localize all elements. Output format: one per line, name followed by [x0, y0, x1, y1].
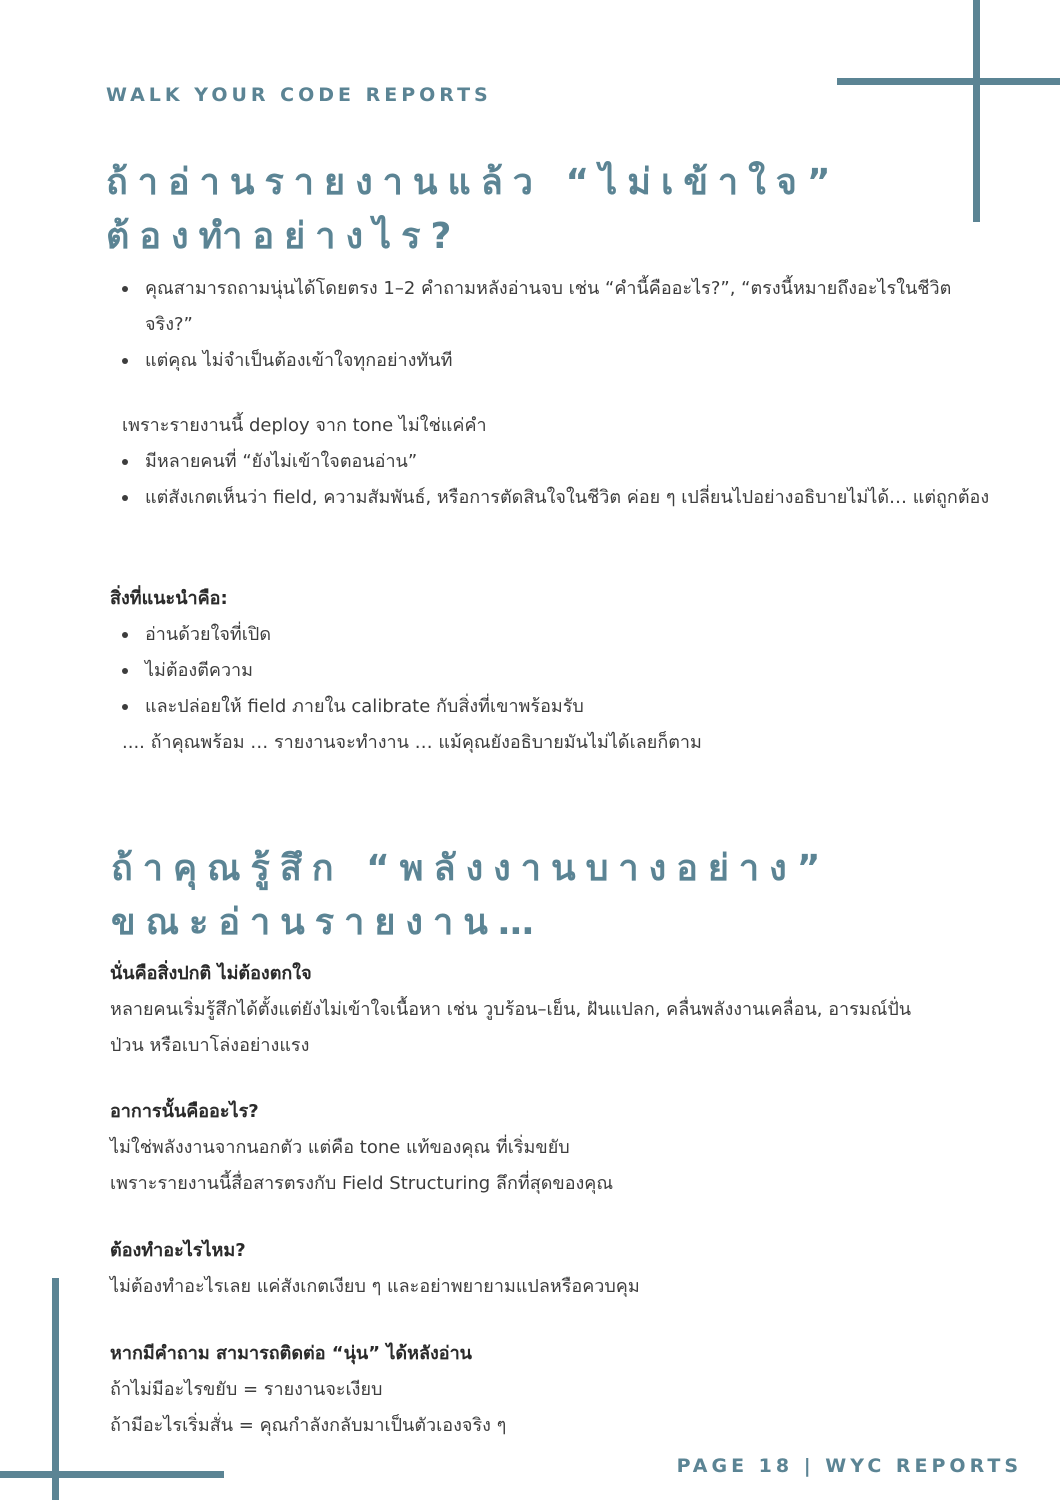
symptom-line: เพราะรายงานนี้สื่อสารตรงกับ Field Structuring ลึกที่สุดของคุณ [110, 1173, 614, 1194]
decorative-line-top-right-horizontal [837, 78, 1060, 85]
normal-text: หลายคนเริ่มรู้สึกได้ตั้งแต่ยังไม่เข้าใจเนื้อหา เช่น วูบร้อน–เย็น, ฝันแปลก, คลื่นพลังงานเคลื่อน, อารมณ์ปั่นป่วน หรือเบาโล่งอย่างแรง [110, 999, 912, 1056]
section-1-title [106, 156, 840, 264]
list-item-text: มีหลายคนที่ “ยังไม่เข้าใจตอนอ่าน” [145, 451, 418, 472]
section-1-recommend-block [110, 581, 1010, 761]
list-item [110, 689, 1010, 725]
list-item-text: และปล่อยให้ field ภายใน calibrate กับสิ่งที่เขาพร้อมรับ [145, 696, 584, 717]
action-heading: ต้องทำอะไรไหม? [110, 1240, 246, 1261]
normal-heading: นั่นคือสิ่งปกติ ไม่ต้องตกใจ [110, 963, 312, 984]
decorative-line-bottom-left-vertical [52, 1278, 59, 1500]
section-2-action-block [110, 1233, 1010, 1305]
page-footer: PAGE 18 | WYC REPORTS [676, 1455, 1022, 1477]
decorative-line-top-right-vertical [973, 0, 980, 222]
section-2-symptom-block [110, 1094, 1010, 1202]
because-line: เพราะรายงานนี้ deploy จาก tone ไม่ใช่แค่คำ [122, 415, 487, 436]
decorative-line-bottom-left-horizontal [0, 1471, 224, 1478]
list-item [110, 480, 1010, 516]
closing-line: .... ถ้าคุณพร้อม … รายงานจะทำงาน … แม้คุณยังอธิบายมันไม่ได้เลยก็ตาม [122, 732, 702, 753]
list-item [110, 617, 1010, 653]
list-item [110, 271, 1010, 343]
section-2-title [111, 842, 830, 950]
recommend-heading: สิ่งที่แนะนำคือ: [110, 588, 228, 609]
section-1-title-line: ถ้าอ่านรายงานแล้ว “ไม่เข้าใจ” [106, 162, 841, 203]
action-text: ไม่ต้องทำอะไรเลย แค่สังเกตเงียบ ๆ และอย่าพยายามแปลหรือควบคุม [110, 1276, 640, 1297]
section-1-intro-bullets [110, 271, 1010, 379]
section-1-title-line: ต้องทำอย่างไร? [106, 216, 462, 257]
section-2-title-line: ขณะอ่านรายงาน… [111, 902, 544, 943]
section-2-contact-block [110, 1336, 1010, 1444]
symptom-heading: อาการนั้นคืออะไร? [110, 1101, 259, 1122]
contact-heading: หากมีคำถาม สามารถติดต่อ “นุ่น” ได้หลังอ่าน [110, 1343, 472, 1364]
header-kicker: WALK YOUR CODE REPORTS [106, 84, 492, 106]
section-2-normal-block [110, 956, 1010, 1064]
contact-line: ถ้าไม่มีอะไรขยับ = รายงานจะเงียบ [110, 1379, 383, 1400]
section-1-because-block [110, 408, 1010, 516]
list-item [110, 653, 1010, 689]
list-item [110, 343, 1010, 379]
symptom-line: ไม่ใช่พลังงานจากนอกตัว แต่คือ tone แท้ของคุณ ที่เริ่มขยับ [110, 1137, 570, 1158]
contact-line: ถ้ามีอะไรเริ่มสั่น = คุณกำลังกลับมาเป็นตัวเองจริง ๆ [110, 1415, 507, 1436]
list-item-text: แต่คุณ ไม่จำเป็นต้องเข้าใจทุกอย่างทันที [145, 350, 453, 371]
list-item-text: อ่านด้วยใจที่เปิด [145, 624, 272, 645]
list-item-text: แต่สังเกตเห็นว่า field, ความสัมพันธ์, หรือการตัดสินใจในชีวิต ค่อย ๆ เปลี่ยนไปอย่างอธิบายไม่ได้… แต่ถูกต้อง [145, 487, 990, 508]
list-item [110, 444, 1010, 480]
list-item-text: คุณสามารถถามนุ่นได้โดยตรง 1–2 คำถามหลังอ่านจบ เช่น “คำนี้คืออะไร?”, “ตรงนี้หมายถึงอะไรในชีวิตจริง?” [145, 278, 952, 335]
list-item-text: ไม่ต้องตีความ [145, 660, 254, 681]
section-2-title-line: ถ้าคุณรู้สึก “พลังงานบางอย่าง” [111, 848, 831, 889]
